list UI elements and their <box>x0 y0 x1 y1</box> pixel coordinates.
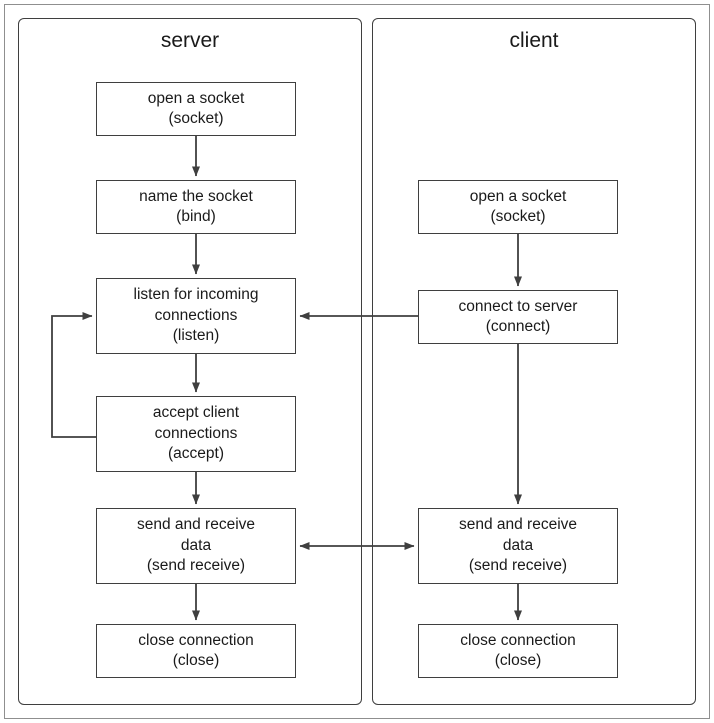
node-close-connection-server[interactable] <box>96 624 296 678</box>
node-send-and-receive-data-server[interactable] <box>96 508 296 584</box>
lane-title-client: client <box>509 29 559 52</box>
node-line-3: (listen) <box>172 327 220 345</box>
node-line-1: accept client <box>152 404 240 422</box>
node-send-and-receive-data-client[interactable] <box>418 508 618 584</box>
node-line-2: connections <box>154 424 238 442</box>
node-line-1: close connection <box>460 631 576 649</box>
node-line-2: (bind) <box>176 208 216 225</box>
node-line-2: (close) <box>172 652 220 669</box>
node-listen-for-incoming-connections[interactable] <box>96 278 296 354</box>
node-open-a-socket-server[interactable] <box>96 82 296 136</box>
lane-client <box>372 18 696 705</box>
node-line-1: listen for incoming <box>133 286 259 304</box>
node-line-2: (close) <box>494 652 542 669</box>
node-line-2: (socket) <box>168 110 224 127</box>
node-line-3: (send receive) <box>468 557 568 575</box>
node-line-3: (send receive) <box>146 557 246 575</box>
node-name-the-socket[interactable] <box>96 180 296 234</box>
node-line-3: (accept) <box>168 445 224 463</box>
node-line-1: close connection <box>138 631 254 649</box>
lane-title-server: server <box>160 29 220 52</box>
node-line-2: (connect) <box>485 318 551 335</box>
node-line-1: send and receive <box>136 516 256 534</box>
node-line-1: open a socket <box>469 187 567 205</box>
node-line-1: send and receive <box>458 516 578 534</box>
node-line-2: data <box>502 536 534 554</box>
node-line-2: data <box>180 536 212 554</box>
node-line-1: open a socket <box>147 89 245 107</box>
node-accept-client-connections[interactable] <box>96 396 296 472</box>
node-line-2: (socket) <box>490 208 546 225</box>
node-connect-to-server[interactable] <box>418 290 618 344</box>
node-line-1: name the socket <box>139 187 253 205</box>
node-close-connection-client[interactable] <box>418 624 618 678</box>
node-line-1: connect to server <box>458 297 578 315</box>
node-open-a-socket-client[interactable] <box>418 180 618 234</box>
node-line-2: connections <box>154 306 238 324</box>
